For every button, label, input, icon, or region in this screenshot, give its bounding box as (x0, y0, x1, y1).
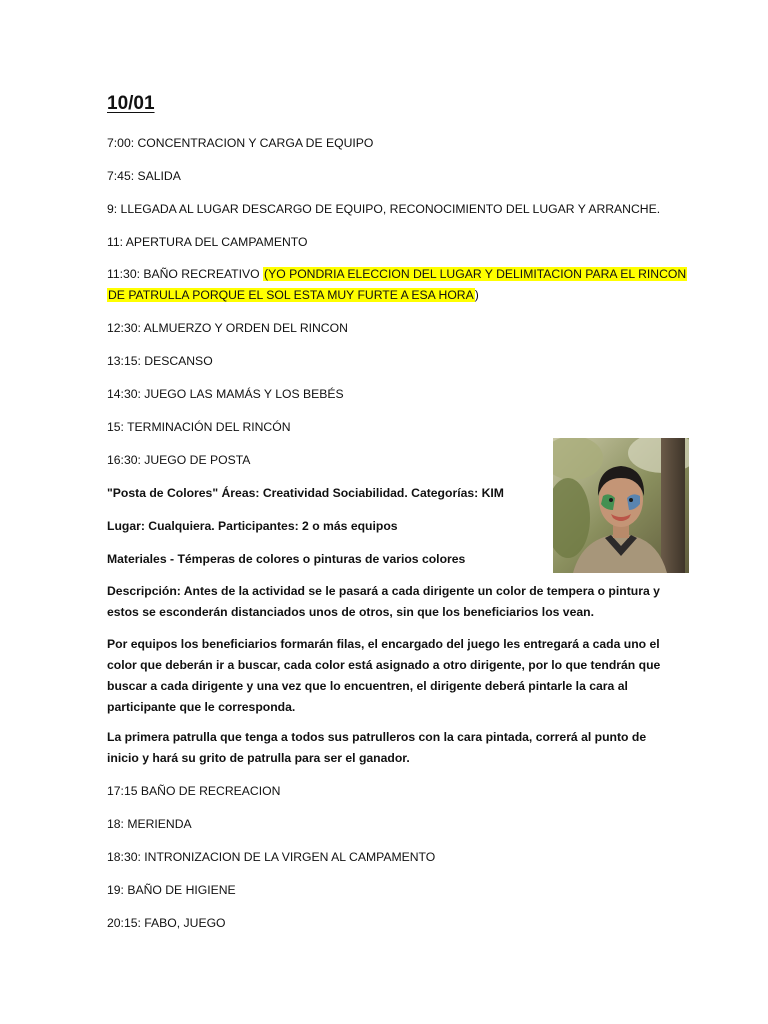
schedule-item: 7:45: SALIDA (107, 169, 181, 183)
highlighted-note-line2: DE PATRULLA PORQUE EL SOL ESTA MUY FURTE A ESA HORA (108, 288, 474, 302)
schedule-item: 19: BAÑO DE HIGIENE (107, 883, 236, 897)
date-heading: 10/01 (107, 93, 155, 114)
schedule-item: 12:30: ALMUERZO Y ORDEN DEL RINCON (107, 321, 348, 335)
bano-prefix: 11:30: BAÑO RECREATIVO (107, 267, 264, 281)
schedule-item: 7:00: CONCENTRACION Y CARGA DE EQUIPO (107, 136, 374, 150)
schedule-item: 18: MERIENDA (107, 817, 192, 831)
game-materials: Materiales - Témperas de colores o pinturas de varios colores (107, 552, 466, 566)
game-paragraph: Por equipos los beneficiarios formarán filas, el encargado del juego les entregará a cada uno el color que deberán ir a buscar, cada color está asignado a otro dirigente, por lo que tendrán que buscar a cada dirigente y una vez que lo encuentren, el dirigente deberá pintarle la cara al participante que le corresponda. (107, 637, 661, 714)
schedule-item: 17:15 BAÑO DE RECREACION (107, 784, 281, 798)
schedule-item-bano-recreativo-cont (107, 287, 479, 303)
schedule-item: 16:30: JUEGO DE POSTA (107, 453, 251, 467)
face-painted-scout-photo (553, 438, 689, 573)
schedule-item: 20:15: FABO, JUEGO (107, 916, 226, 930)
schedule-item: 18:30: INTRONIZACION DE LA VIRGEN AL CAMPAMENTO (107, 850, 436, 864)
schedule-item: 11: APERTURA DEL CAMPAMENTO (107, 235, 308, 249)
schedule-item: 13:15: DESCANSO (107, 354, 213, 368)
game-place: Lugar: Cualquiera. Participantes: 2 o más equipos (107, 519, 398, 533)
game-paragraph: La primera patrulla que tenga a todos sus patrulleros con la cara pintada, correrá al punto de inicio y hará su grito de patrulla para ser el ganador. (107, 730, 647, 765)
schedule-item-bano-recreativo (107, 266, 687, 282)
schedule-item: 14:30: JUEGO LAS MAMÁS Y LOS BEBÉS (107, 387, 344, 401)
schedule-item: 15: TERMINACIÓN DEL RINCÓN (107, 420, 291, 434)
highlighted-note-line1: (YO PONDRIA ELECCION DEL LUGAR Y DELIMITACION PARA EL RINCON (264, 267, 687, 281)
game-description: Descripción: Antes de la actividad se le pasará a cada dirigente un color de tempera o pintura y estos se esconderán distanciados unos de otros, sin que los beneficiarios los vean. (107, 584, 660, 619)
schedule-item: 9: LLEGADA AL LUGAR DESCARGO DE EQUIPO, RECONOCIMIENTO DEL LUGAR Y ARRANCHE. (107, 202, 661, 216)
game-title: "Posta de Colores" Áreas: Creatividad Sociabilidad. Categorías: KIM (107, 486, 504, 500)
close-paren: ) (474, 288, 479, 302)
